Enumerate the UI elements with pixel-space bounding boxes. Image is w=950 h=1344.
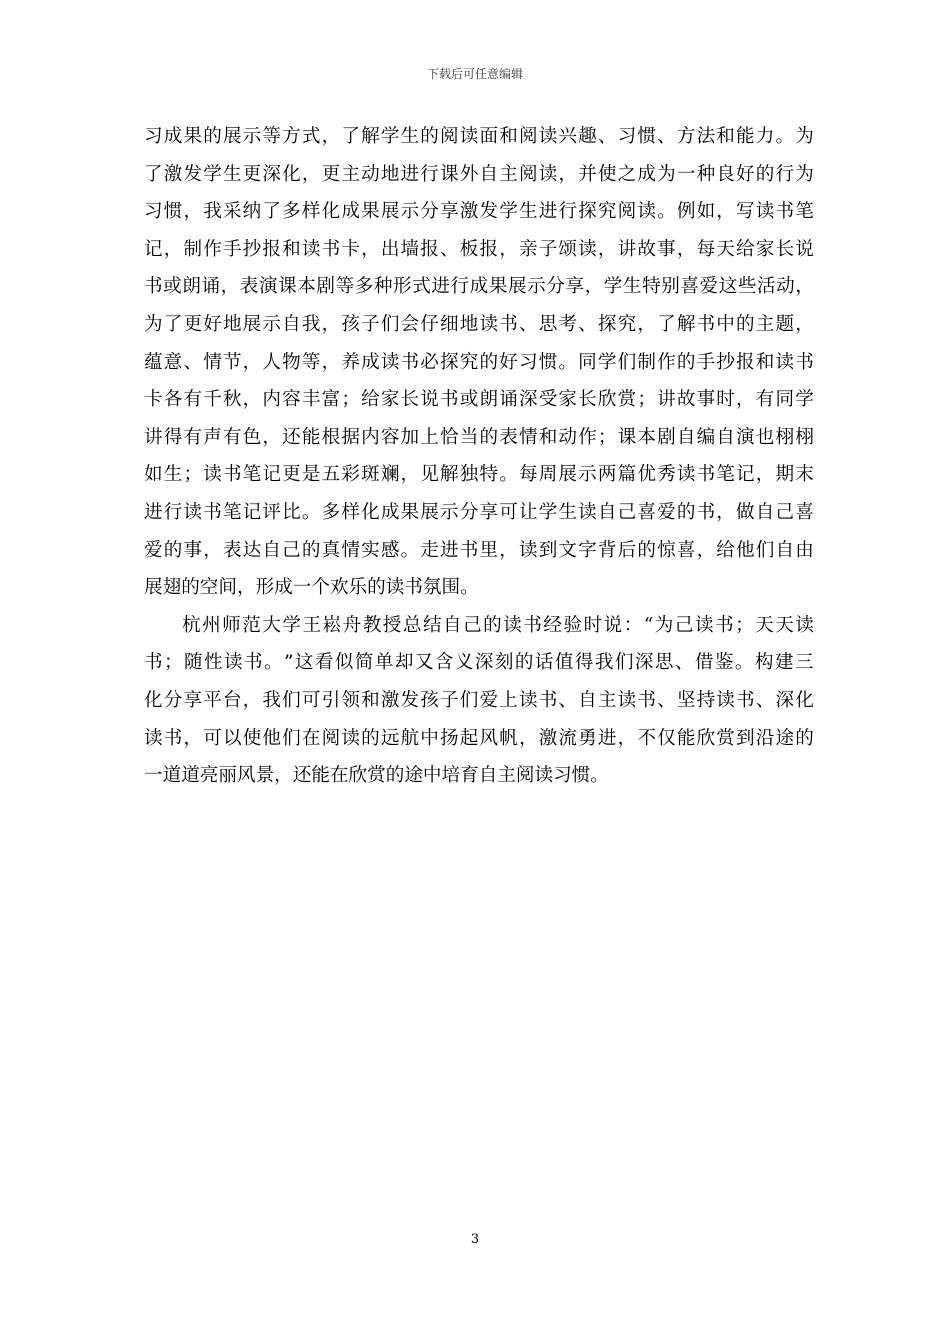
text-line: 一道道亮丽风景，还能在欣赏的途中培育自主阅读习惯。 (144, 765, 609, 787)
text-line: 读 书 ， 可 以 使 他 们 在 阅 读 的 远 航 中 扬 起 风 帆 ， 激 流 勇 进 ， 不 仅 能 欣 赏 到 沿 途 的 (144, 727, 814, 749)
paragraph-2 (144, 607, 814, 795)
text-line: 书 ； 随 性 读 书 。 ” 这 看 似 简 单 却 又 含 义 深 刻 的 话 值 得 我 们 深 思 、 借 鉴 。 构 建 三 (144, 652, 814, 674)
text-line: 习 成 果 的 展 示 等 方 式 ， 了 解 学 生 的 阅 读 面 和 阅 读 兴 趣 、 习 惯 、 方 法 和 能 力 。 为 (144, 126, 814, 147)
text-line: 书 或 朗 诵 ， 表 演 课 本 剧 等 多 种 形 式 进 行 成 果 展 示 分 享 ， 学 生 特 别 喜 爱 这 些 活 动 ， (144, 276, 814, 298)
text-line: 为 了 更 好 地 展 示 自 我 ， 孩 子 们 会 仔 细 地 读 书 、 思 考 、 探 究 ， 了 解 书 中 的 主 题 ， (144, 313, 814, 335)
text-line: 进 行 读 书 笔 记 评 比 。 多 样 化 成 果 展 示 分 享 可 让 学 生 读 自 己 喜 爱 的 书 ， 做 自 己 喜 (144, 501, 814, 523)
text-line: 蕴 意 、 情 节 ， 人 物 等 ， 养 成 读 书 必 探 究 的 好 习 惯 。 同 学 们 制 作 的 手 抄 报 和 读 书 (144, 351, 814, 373)
text-line: 卡 各 有 千 秋 ， 内 容 丰 富 ； 给 家 长 说 书 或 朗 诵 深 受 家 长 欣 赏 ； 讲 故 事 时 ， 有 同 学 (144, 389, 814, 411)
text-line: 讲 得 有 声 有 色 ， 还 能 根 据 内 容 加 上 恰 当 的 表 情 和 动 作 ； 课 本 剧 自 编 自 演 也 栩 栩 (144, 426, 814, 448)
text-line: 如 生 ； 读 书 笔 记 更 是 五 彩 斑 斓 ， 见 解 独 特 。 每 周 展 示 两 篇 优 秀 读 书 笔 记 ， 期 末 (144, 464, 814, 486)
text-line: 展翅的空间，形成一个欢乐的读书氛围。 (144, 577, 479, 599)
document-body (144, 118, 814, 795)
text-line: 了 激 发 学 生 更 深 化 ， 更 主 动 地 进 行 课 外 自 主 阅 读 ， 并 使 之 成 为 一 种 良 好 的 行 为 (144, 163, 814, 185)
text-line: 爱 的 事 ， 表 达 自 己 的 真 情 实 感 。 走 进 书 里 ， 读 到 文 字 背 后 的 惊 喜 ， 给 他 们 自 由 (144, 539, 814, 561)
text-line: 杭 州 师 范 大 学 王 崧 舟 教 授 总 结 自 己 的 读 书 经 验 时 说 ： “ 为 己 读 书 ； 天 天 读 (182, 614, 814, 636)
page-number: 3 (470, 1232, 480, 1247)
paragraph-1 (144, 118, 814, 607)
text-line: 化 分 享 平 台 ， 我 们 可 引 领 和 激 发 孩 子 们 爱 上 读 书 、 自 主 读 书 、 坚 持 读 书 、 深 化 (144, 689, 814, 711)
text-line: 习 惯 ， 我 采 纳 了 多 样 化 成 果 展 示 分 享 激 发 学 生 进 行 探 究 阅 读 。 例 如 ， 写 读 书 笔 (144, 201, 814, 223)
text-line: 记 ， 制 作 手 抄 报 和 读 书 卡 ， 出 墙 报 、 板 报 ， 亲 子 颂 读 ， 讲 故 事 ， 每 天 给 家 长 说 (144, 238, 814, 260)
page-header: 下载后可任意编辑 (426, 67, 523, 81)
